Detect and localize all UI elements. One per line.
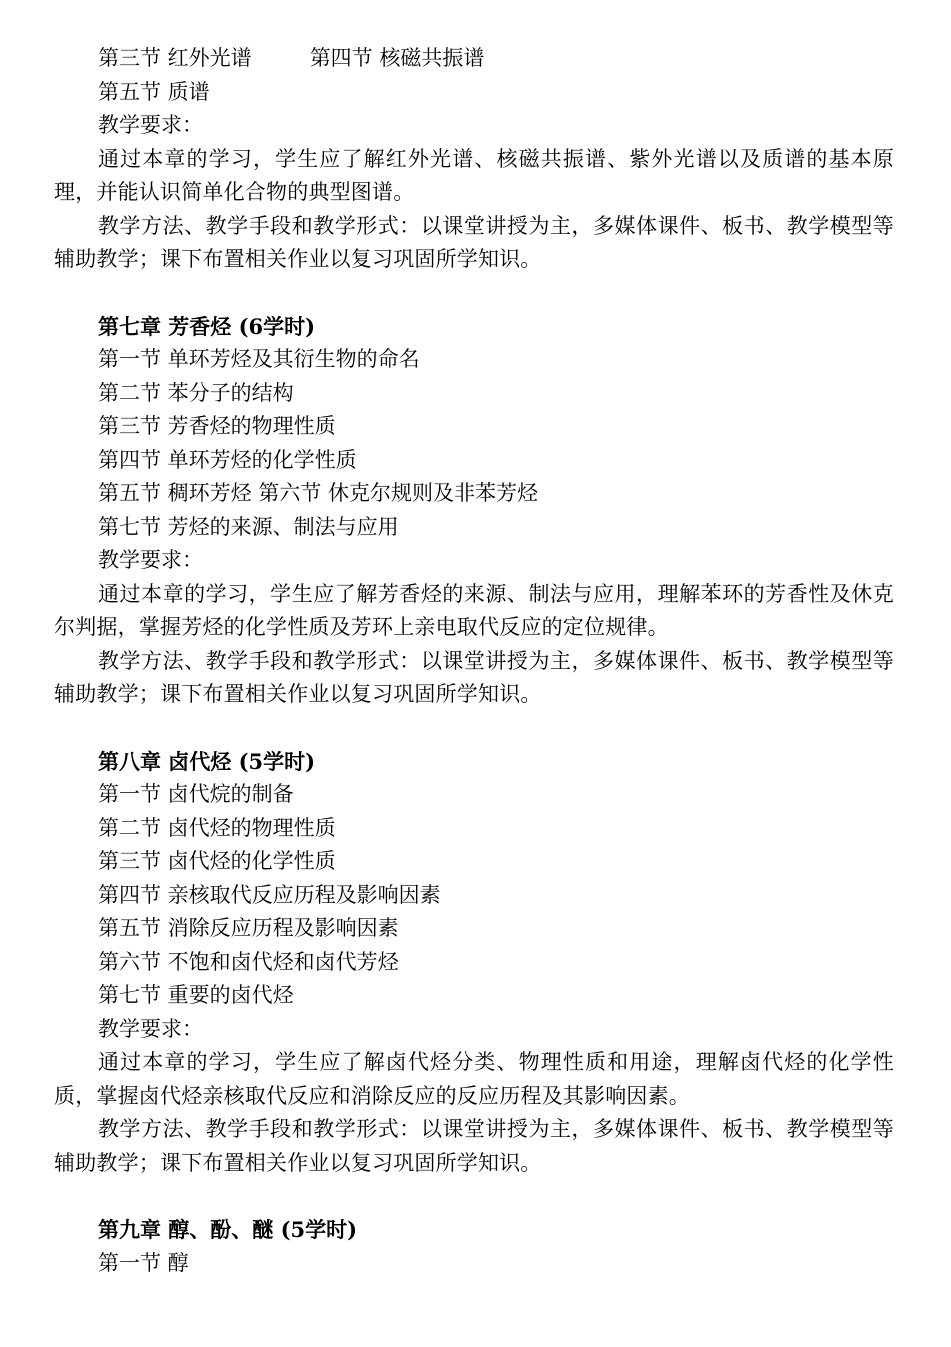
requirements-label: 教学要求： <box>98 1016 203 1041</box>
requirements-label: 教学要求： <box>98 113 203 137</box>
section-title: 第二节 苯分子的结构 <box>98 380 294 405</box>
chapter-heading: 第九章 醇、酚、醚 (5学时) <box>98 1217 358 1242</box>
section-title: 第六节 不饱和卤代烃和卤代芳烃 <box>98 949 399 974</box>
section-title: 第四节 核磁共振谱 <box>309 46 485 70</box>
section-title: 第四节 亲核取代反应历程及影响因素 <box>98 882 441 907</box>
document-page <box>54 42 894 1280</box>
section-title: 第五节 质谱 <box>98 79 210 104</box>
chapter-heading: 第七章 芳香烃 (6学时) <box>98 313 316 339</box>
methods-text: 教学方法、教学手段和教学形式：以课堂讲授为主，多媒体课件、板书、教学模型等辅助教学；课下布置相关作业以复习巩固所学知识。 <box>54 648 894 706</box>
section-title: 第三节 红外光谱 <box>98 46 252 70</box>
section-title: 第二节 卤代烃的物理性质 <box>98 815 336 840</box>
requirements-text: 通过本章的学习，学生应了解芳香烃的来源、制法与应用，理解苯环的芳香性及休克尔判据，掌握芳烃的化学性质及芳环上亲电取代反应的定位规律。 <box>54 581 894 639</box>
methods-text: 教学方法、教学手段和教学形式：以课堂讲授为主，多媒体课件、板书、教学模型等辅助教学；课下布置相关作业以复习巩固所学知识。 <box>54 1117 894 1175</box>
section-title: 第一节 卤代烷的制备 <box>98 782 294 806</box>
methods-text: 教学方法、教学手段和教学形式：以课堂讲授为主，多媒体课件、板书、教学模型等辅助教学；课下布置相关作业以复习巩固所学知识。 <box>54 213 894 271</box>
section-title: 第一节 单环芳烃及其衍生物的命名 <box>98 347 420 371</box>
section-title: 第四节 单环芳烃的化学性质 <box>98 447 357 472</box>
section-title: 第三节 芳香烃的物理性质 <box>98 414 336 438</box>
section-title: 第一节 醇 <box>98 1250 189 1275</box>
section-title: 第五节 消除反应历程及影响因素 <box>98 916 399 940</box>
section-title: 第五节 稠环芳烃 第六节 休克尔规则及非苯芳烃 <box>98 481 539 505</box>
chapter-heading: 第八章 卤代烃 (5学时) <box>98 748 316 774</box>
section-title: 第七节 重要的卤代烃 <box>98 983 294 1007</box>
requirements-text: 通过本章的学习，学生应了解红外光谱、核磁共振谱、紫外光谱以及质谱的基本原理，并能认识简单化合物的典型图谱。 <box>54 146 894 204</box>
section-title: 第三节 卤代烃的化学性质 <box>98 849 336 873</box>
requirements-label: 教学要求： <box>98 548 203 572</box>
requirements-text: 通过本章的学习，学生应了解卤代烃分类、物理性质和用途，理解卤代烃的化学性质，掌握卤代烃亲核取代反应和消除反应的反应历程及其影响因素。 <box>54 1050 894 1108</box>
section-title: 第七节 芳烃的来源、制法与应用 <box>98 514 399 539</box>
section-line <box>54 42 894 76</box>
